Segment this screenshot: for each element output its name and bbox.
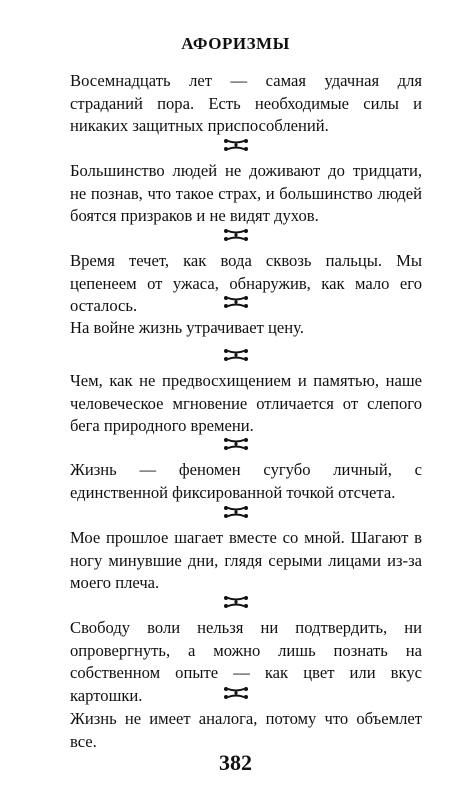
aphorism-9: Жизнь не имеет аналога, потому что объемлет все.	[70, 709, 422, 751]
aphorism-1: Восемнадцать лет — самая удачная для страданий пора. Есть необходимые силы и никаких защитных приспособлений.	[70, 71, 422, 135]
aphorism-7: Мое прошлое шагает вместе со мной. Шагают в ногу минувшие дни, глядя серыми лицами из-за моего плеча.	[70, 528, 422, 592]
aphorism-6: Жизнь — феномен сугубо личный, с единственной фиксированной точкой отсчета.	[70, 460, 422, 502]
running-header: АФОРИЗМЫ	[181, 34, 290, 53]
aphorism-3: Время течет, как вода сквозь пальцы. Мы цепенеем от ужаса, обнаружив, как мало его осталось.	[70, 251, 422, 315]
aphorism-4: На войне жизнь утрачивает цену.	[70, 318, 304, 337]
fleuron-ornament-icon	[223, 505, 249, 519]
fleuron-ornament-icon	[223, 295, 249, 309]
fleuron-ornament-icon	[223, 595, 249, 609]
aphorism-2: Большинство людей не доживают до тридцати, не познав, что такое страх, и большинство людей боятся призраков и не видят духов.	[70, 161, 422, 225]
fleuron-ornament-icon	[223, 228, 249, 242]
fleuron-ornament-icon	[223, 348, 249, 362]
aphorism-5: Чем, как не предвосхищением и памятью, наше человеческое мгновение отличается от слепого бега природного времени.	[70, 371, 422, 435]
fleuron-ornament-icon	[223, 437, 249, 451]
page-number: 382	[219, 750, 252, 775]
fleuron-ornament-icon	[223, 138, 249, 152]
aphorism-8: Свободу воли нельзя ни подтвердить, ни опровергнуть, а можно лишь познать на собственном опыте — как цвет или вкус картошки.	[70, 618, 422, 705]
fleuron-ornament-icon	[223, 686, 249, 700]
